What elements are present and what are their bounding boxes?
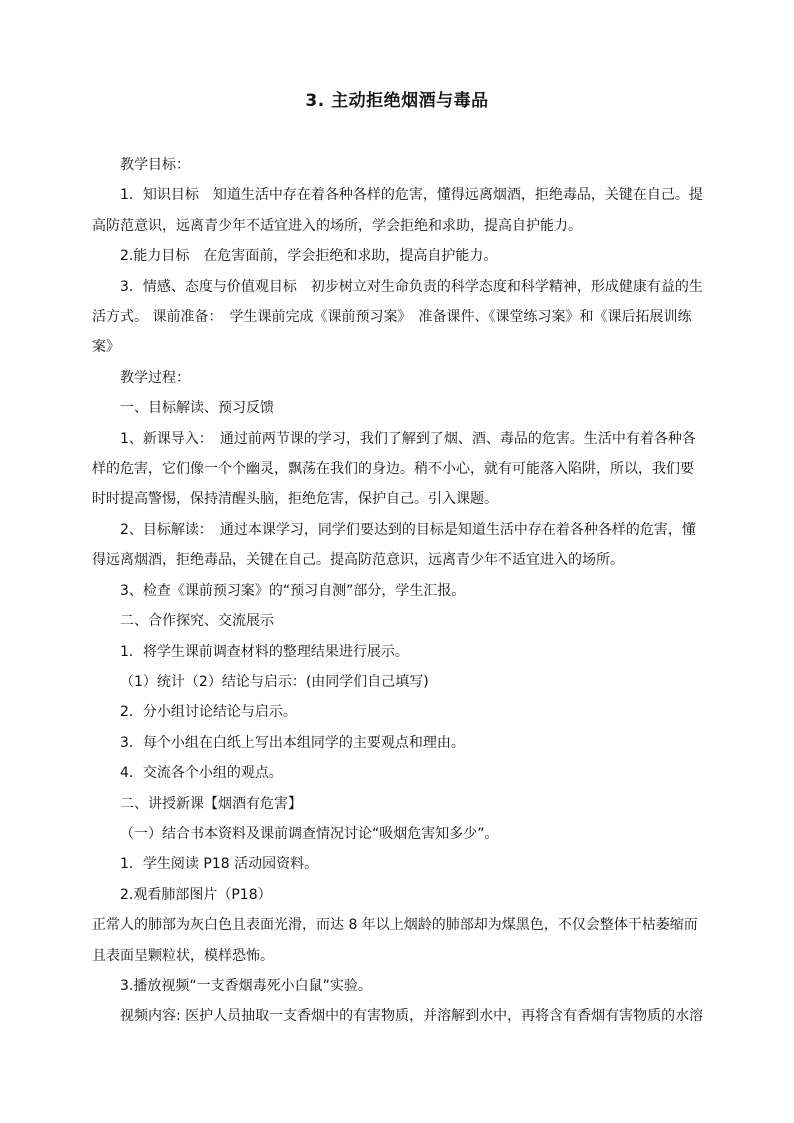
paragraph-video-content: 视频内容: 医护人员抽取一支香烟中的有害物质，并溶解到水中，再将含有香烟有害物质的水溶 xyxy=(120,1008,704,1025)
paragraph-emotion-goal: 3．情感、态度与价值观目标 初步树立对生命负责的科学态度和科学精神，形成健康有益的生活方式。 课前准备： 学生课前完成《课前预习案》 准备课件、《课堂练习案》和《课后拓展训练案》 xyxy=(92,278,703,356)
paragraph-teaching-process-heading: 教学过程： xyxy=(120,369,190,386)
paragraph-step-1: 1．将学生课前调查材料的整理结果进行展示。 xyxy=(120,643,409,660)
paragraph-discussion-topic: （一）结合书本资料及课前调查情况讨论“吸烟危害知多少”。 xyxy=(120,825,499,842)
document-title: 3. 主动拒绝烟酒与毒品 xyxy=(305,91,489,111)
paragraph-teaching-goals-heading: 教学目标： xyxy=(120,157,190,173)
paragraph-step-2: 2．分小组讨论结论与启示。 xyxy=(120,704,297,721)
paragraph-lung-description: 正常人的肺部为灰白色且表面光滑，而达 8 年以上烟龄的肺部却为煤黑色，不仅会整体干枯萎缩而且表面呈颗粒状，模样恐怖。 xyxy=(92,917,698,964)
paragraph-step-3: 3．每个小组在白纸上写出本组同学的主要观点和理由。 xyxy=(120,734,465,751)
paragraph-step-1-detail: （1）统计（2）结论与启示：(由同学们自己填写) xyxy=(120,673,429,690)
paragraph-knowledge-goal: 1．知识目标 知道生活中存在着各种各样的危害，懂得远离烟酒，拒绝毒品，关键在自己。提高防范意识，远离青少年不适宜进入的场所，学会拒绝和求助，提高自护能力。 xyxy=(92,187,703,234)
document-body xyxy=(92,150,706,1032)
paragraph-read-material: 1．学生阅读 P18 活动园资料。 xyxy=(120,856,319,873)
paragraph-section-2-heading: 二、合作探究、交流展示 xyxy=(120,613,274,630)
paragraph-view-lung-images: 2.观看肺部图片（P18） xyxy=(120,886,272,903)
paragraph-section-3-heading: 二、讲授新课【烟酒有危害】 xyxy=(120,795,302,812)
paragraph-play-video: 3.播放视频“一支香烟毒死小白鼠”实验。 xyxy=(120,977,372,994)
paragraph-check-preview: 3、检查《课前预习案》的“预习自测”部分，学生汇报。 xyxy=(120,582,466,599)
paragraph-ability-goal: 2.能力目标 在危害面前，学会拒绝和求助，提高自护能力。 xyxy=(120,248,498,265)
paragraph-goal-interpretation: 2、目标解读： 通过本课学习，同学们要达到的目标是知道生活中存在着各种各样的危害，懂得远离烟酒，拒绝毒品，关键在自己。提高防范意识，远离青少年不适宜进入的场所。 xyxy=(92,521,696,569)
paragraph-step-4: 4．交流各个小组的观点。 xyxy=(120,765,283,782)
paragraph-new-lesson-intro: 1、新课导入： 通过前两节课的学习，我们了解到了烟、酒、毒品的危害。生活中有着各种各样的危害，它们像一个个幽灵，飘荡在我们的身边。稍不小心，就有可能落入陷阱，所以，我们要时时提高警惕，保持清醒头脑，拒绝危害，保护自己。引入课题。 xyxy=(92,430,696,508)
paragraph-section-1-heading: 一、目标解读、预习反馈 xyxy=(120,400,274,417)
